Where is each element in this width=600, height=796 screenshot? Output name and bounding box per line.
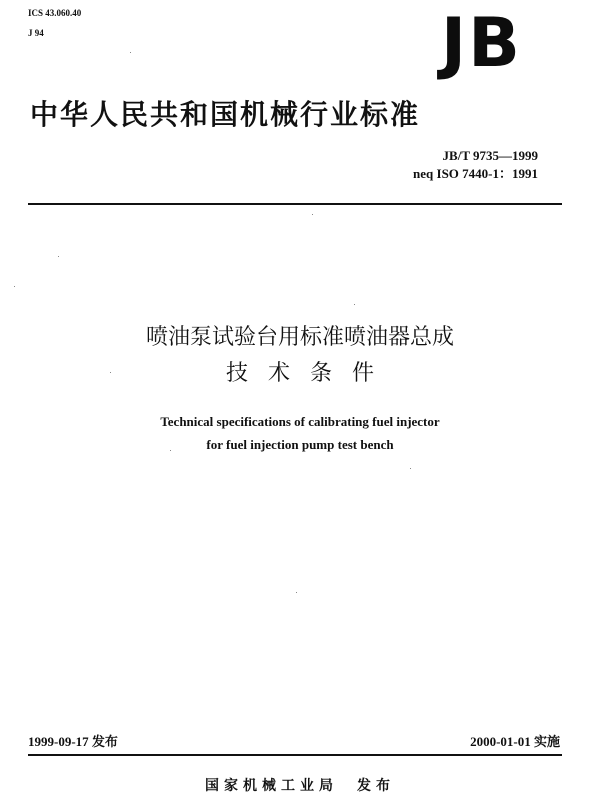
publisher: 国家机械工业局 发布 <box>205 778 395 794</box>
scan-speck <box>410 468 411 469</box>
title-chinese-line1: 喷油泵试验台用标准喷油器总成 <box>145 325 454 350</box>
footer-divider <box>28 754 562 756</box>
standard-number: JB/T 9735—1999 <box>442 148 538 163</box>
header-divider <box>28 203 562 205</box>
equivalent-standard: neq ISO 7440-1：1991 <box>413 166 538 181</box>
scan-speck <box>130 52 131 53</box>
scan-speck <box>14 286 15 287</box>
scan-speck <box>354 304 355 305</box>
jb-logo: JB <box>440 4 522 83</box>
ics-code: ICS 43.060.40 <box>28 8 82 18</box>
scan-speck <box>312 214 313 215</box>
org-title: 中华人民共和国机械行业标准 <box>30 98 421 131</box>
classification-code: J 94 <box>28 28 44 38</box>
title-english-line2: for fuel injection pump test bench <box>206 437 394 452</box>
scan-speck <box>58 256 59 257</box>
title-chinese-line2: 技术条件 <box>225 361 394 386</box>
issue-date: 1999-09-17 发布 <box>28 734 118 749</box>
scan-speck <box>170 450 171 451</box>
scan-speck <box>296 592 297 593</box>
scan-speck <box>110 372 111 373</box>
title-english-line1: Technical specifications of calibrating fuel injector <box>160 414 440 429</box>
implementation-date: 2000-01-01 实施 <box>470 734 560 749</box>
